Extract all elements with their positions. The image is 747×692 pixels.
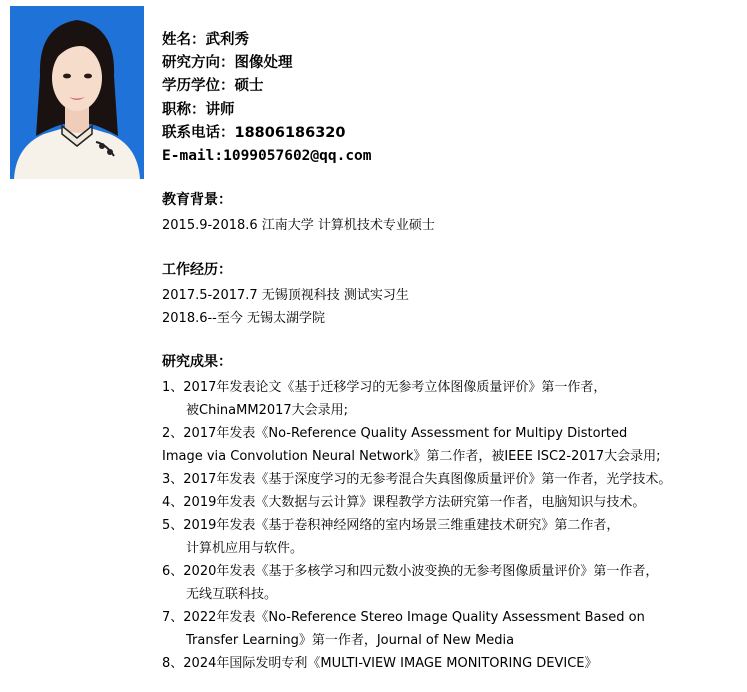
research-line: 2、2017年发表《No-Reference Quality Assessment for Multipy Distorted [162, 426, 628, 441]
education-heading: 教育背景： [162, 192, 232, 208]
research-line: 被ChinaMM2017大会录用; [186, 403, 349, 418]
research-line: 7、2022年发表《No-Reference Stereo Image Quality Assessment Based on [162, 610, 645, 625]
profile-info [162, 29, 372, 168]
portrait-image [10, 6, 144, 179]
research-heading: 研究成果： [162, 354, 232, 370]
research-line: 4、2019年发表《大数据与云计算》课程教学方法研究第一作者，电脑知识与技术。 [162, 495, 646, 510]
research-line: 6、2020年发表《基于多核学习和四元数小波变换的无参考图像质量评价》第一作者， [162, 564, 659, 579]
name-text: 姓名：武利秀 [162, 32, 249, 48]
research-line: 8、2024年国际发明专利《MULTI-VIEW IMAGE MONITORING DEVICE》 [162, 656, 598, 671]
work-item: 2017.5-2017.7 无锡顶视科技 测试实习生 [162, 288, 409, 303]
research-line: Transfer Learning》第一作者，Journal of New Media [186, 633, 515, 648]
research-line: 5、2019年发表《基于卷积神经网络的室内场景三维重建技术研究》第二作者， [162, 518, 620, 533]
work-heading: 工作经历： [162, 262, 232, 278]
profile-photo [10, 6, 144, 179]
research-line: Image via Convolution Neural Network》第二作者，被IEEE ISC2-2017大会录用; [162, 449, 661, 464]
research-direction-text: 研究方向：图像处理 [162, 55, 293, 72]
research-line: 无线互联科技。 [186, 587, 278, 602]
research-line: 3、2017年发表《基于深度学习的无参考混合失真图像质量评价》第一作者，光学技术。 [162, 472, 672, 487]
research-line: 计算机应用与软件。 [186, 541, 304, 556]
degree-text: 学历学位：硕士 [162, 78, 264, 95]
email-text: E-mail:1099057602@qq.com [162, 147, 372, 164]
phone-text: 联系电话：18806186320 [162, 124, 346, 141]
research-line: 1、2017年发表论文《基于迁移学习的无参考立体图像质量评价》第一作者， [162, 380, 607, 395]
education-item: 2015.9-2018.6 江南大学 计算机技术专业硕士 [162, 218, 435, 233]
job-title-text: 职称：讲师 [162, 101, 235, 118]
work-item: 2018.6--至今 无锡太湖学院 [162, 311, 326, 326]
